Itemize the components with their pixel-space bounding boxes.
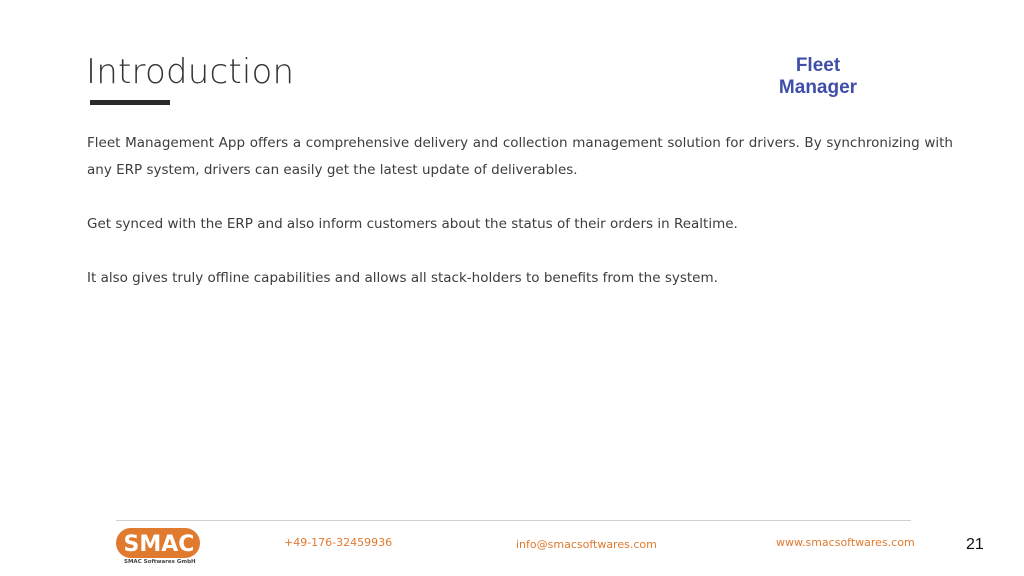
title-underline (90, 100, 170, 105)
smac-logo (116, 526, 202, 572)
slide-title: Introduction (86, 52, 295, 92)
brand-line-2: Manager (778, 77, 858, 98)
footer-divider (116, 520, 911, 521)
page-number: 21 (966, 536, 984, 553)
fleet-manager-logo-text (760, 55, 876, 99)
brand-line-1: Fleet (795, 55, 841, 76)
smac-logo-subtext: SMAC Softwares GmbH (124, 559, 196, 565)
intro-paragraph-3: It also gives truly offline capabilities and allows all stack-holders to benefits from the system. (87, 270, 718, 286)
intro-paragraph-1: Fleet Management App offers a comprehensive delivery and collection management solution for drivers. By synchronizing with any ERP system, drivers can easily get the latest update of deliverables. (87, 135, 953, 178)
smac-logo-letters: SMAC (123, 532, 195, 557)
smac-logo-mark (116, 526, 202, 560)
footer-phone: +49-176-32459936 (284, 536, 393, 549)
intro-paragraph-2: Get synced with the ERP and also inform customers about the status of their orders in Realtime. (87, 216, 738, 232)
footer-email: info@smacsoftwares.com (516, 538, 657, 551)
footer-website: www.smacsoftwares.com (776, 536, 915, 549)
